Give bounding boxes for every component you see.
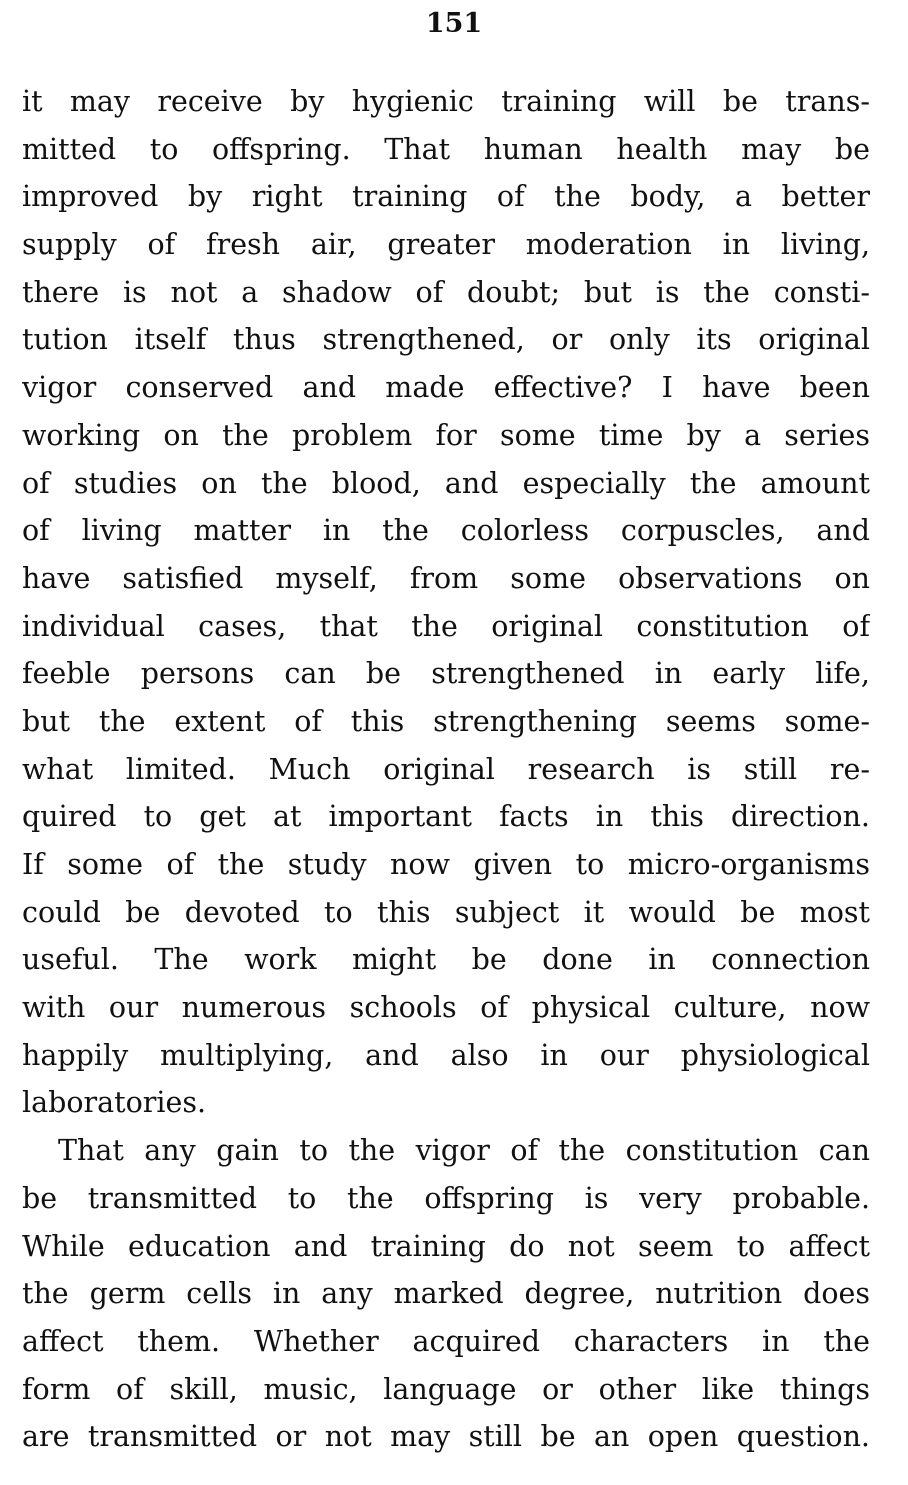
text-line: mitted to offspring. That human health may be bbox=[22, 132, 870, 166]
text-line: it may receive by hygienic training will be trans- bbox=[22, 85, 870, 118]
text-line: affect them. Whether acquired characters in the bbox=[22, 1324, 870, 1358]
text-line: there is not a shadow of doubt; but is the consti- bbox=[22, 275, 870, 309]
text-line: of studies on the blood, and especially the amount bbox=[22, 466, 870, 500]
text-line: happily multiplying, and also in our physiological bbox=[22, 1038, 870, 1072]
text-line: are transmitted or not may still be an open question. bbox=[22, 1420, 870, 1454]
text-line: useful. The work might be done in connection bbox=[22, 943, 870, 977]
text-line: vigor conserved and made effective? I have been bbox=[22, 371, 870, 405]
text-line: laboratories. bbox=[22, 1086, 207, 1120]
text-line: individual cases, that the original constitution of bbox=[22, 609, 870, 643]
text-line: feeble persons can be strengthened in early life, bbox=[22, 657, 870, 691]
text-line: of living matter in the colorless corpuscles, and bbox=[22, 514, 870, 548]
text-line: form of skill, music, language or other like things bbox=[22, 1372, 870, 1406]
text-line: be transmitted to the offspring is very probable. bbox=[22, 1181, 870, 1215]
body-text bbox=[22, 78, 870, 1461]
text-line: but the extent of this strengthening seems some- bbox=[22, 704, 870, 738]
text-line: improved by right training of the body, a better bbox=[22, 180, 870, 214]
text-line: supply of fresh air, greater moderation in living, bbox=[22, 228, 870, 262]
text-line: While education and training do not seem to affect bbox=[22, 1229, 870, 1263]
text-line: quired to get at important facts in this direction. bbox=[22, 800, 870, 834]
text-line: If some of the study now given to micro-organisms bbox=[22, 848, 870, 881]
text-line: what limited. Much original research is still re- bbox=[22, 752, 870, 786]
text-line: tution itself thus strengthened, or only its original bbox=[22, 323, 870, 357]
text-line: have satisfied myself, from some observations on bbox=[22, 561, 870, 595]
text-line: working on the problem for some time by a series bbox=[22, 418, 870, 452]
paragraph-1 bbox=[22, 78, 870, 1127]
text-line: could be devoted to this subject it would be most bbox=[22, 895, 870, 929]
text-line: with our numerous schools of physical culture, now bbox=[22, 991, 870, 1025]
page-number: 151 bbox=[425, 8, 483, 39]
text-line: the germ cells in any marked degree, nutrition does bbox=[22, 1277, 870, 1311]
text-line: That any gain to the vigor of the constitution can bbox=[58, 1134, 870, 1168]
paragraph-2 bbox=[22, 1127, 870, 1461]
